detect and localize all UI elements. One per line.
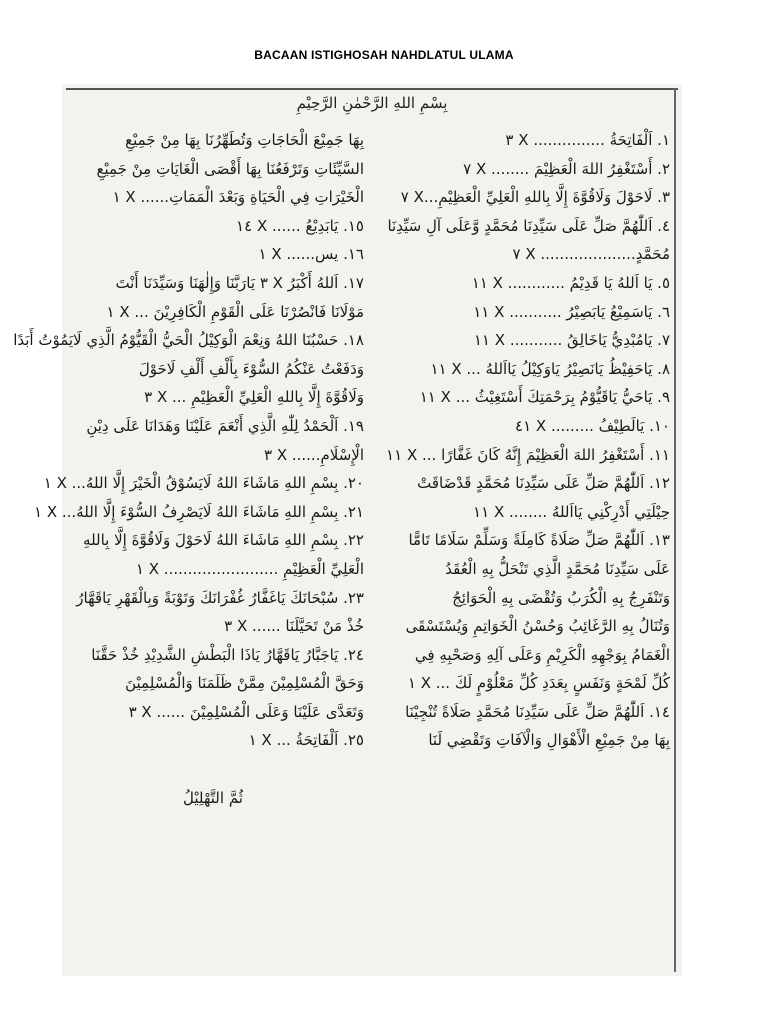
text-line: مَوْلَانَا فَانْصُرْنَا عَلَى الْقَوْمِ الْكَافِرِيْنَ ... X ١ (106, 302, 364, 321)
text-line: ١١. أَسْتَغْفِرُ اللهَ الْعَظِيْمَ إِنَّهُ كَانَ غَفَّارًا ... X ١١ (386, 445, 670, 464)
right-column (370, 126, 670, 755)
text-line: ٧. يَامُبْدِيُّ يَاخَالِقُ ........... X ١١ (473, 331, 670, 350)
text-line: ٢٥. اَلْفَاتِحَةُ ... X ١ (248, 731, 364, 750)
text-line: ١٠. يَالَطِيْفُ ......... X ٤١ (515, 416, 670, 435)
text-line: حِيْلَتِي أَدْرِكْنِي يَااَللهُ ........ X ١١ (473, 502, 670, 521)
text-line: وَحَقَّ الْمُسْلِمِيْنَ مِمَّنْ ظَلَمَنَا وَالْمُسْلِمِيْنَ (125, 674, 364, 693)
text-line: خُذْ مَنْ تَحَيَّلَنَا ...... X ٣ (224, 617, 364, 636)
text-line: الْخَيْرَاتِ فِي الْحَيَاةِ وَبَعْدَ الْمَمَاتِ...... X ١ (112, 188, 364, 207)
scanned-page (13, 84, 682, 976)
text-line: ٦. يَاسَمِيْعُ يَابَصِيْرُ ........... X ١١ (473, 302, 670, 321)
text-line: وَتَنْفَرِجُ بِهِ الْكُرَبُ وَتُقْضَى بِهِ الْحَوَائِجُ (452, 588, 670, 607)
text-line: ٥. يَا اَللهُ يَا قَدِيْمُ ............ X ١١ (471, 273, 670, 292)
text-line: عَلَى سَيِّدِنَا مُحَمَّدٍ الَّذِي تَنْحَلُّ بِهِ الْعُقَدُ (445, 559, 670, 578)
text-line: ٢٢. بِسْمِ اللهِ مَاشَاءَ اللهُ لَاحَوْلَ وَلَاقُوَّةَ إِلَّا بِاللهِ (83, 531, 364, 550)
right-rule (674, 88, 676, 972)
text-line: ٢٣. سُبْحَانَكَ يَاغَفَّارُ غُفْرَانَكَ وَتَوْبَةً وَبِالْقَهْرِ يَاقَهَّارُ (76, 588, 364, 607)
text-line: ١. اَلْفَاتِحَةُ ............... X ٣ (505, 131, 670, 149)
text-line: ١٦. يس...... X ١ (258, 245, 364, 264)
text-line: ١٤. اَللّٰهُمَّ صَلِّ عَلَى سَيِّدِنَا مُحَمَّدٍ صَلَاةً تُنْجِيْنَا (405, 702, 670, 721)
text-line: ٢١. بِسْمِ اللهِ مَاشَاءَ اللهُ لَايَصْرِفُ السُّوْءَ إِلَّا اللهُ... X ١ (33, 502, 364, 521)
text-line: الْغَمَامُ بِوَجْهِهِ الْكَرِيْمِ وَعَلَى آلِهِ وَصَحْبِهِ فِي (414, 645, 670, 664)
text-line: وَتَعَدَّى عَلَيْنَا وَعَلَى الْمُسْلِمِيْنَ ...... X ٣ (128, 702, 364, 721)
text-line: ٢٤. يَاجَبَّارُ يَاقَهَّارُ يَاذَا الْبَطْشِ الشَّدِيْدِ خُذْ حَقَّنَا (91, 645, 364, 664)
text-line (62, 755, 364, 784)
text-line: بِهَا مِنْ جَمِيْعِ الْأَهْوَالِ وَالْآفَاتِ وَتَقْضِي لَنَا (428, 731, 670, 750)
top-rule (66, 88, 678, 90)
text-line: ٤. اَللّٰهُمَّ صَلِّ عَلَى سَيِّدِنَا مُحَمَّدٍ وَّعَلَى آلِ سَيِّدِنَا (387, 216, 670, 235)
text-line: مُحَمَّدٍ.................... X ٧ (512, 245, 670, 264)
text-line: بِهَا جَمِيْعَ الْحَاجَاتِ وَتُطَهِّرُنَا بِهَا مِنْ جَمِيْعِ (125, 131, 364, 149)
basmala-heading: بِسْمِ اللهِ الرَّحْمٰنِ الرَّحِيْمِ (296, 94, 448, 112)
closing-line: ثُمَّ التَّهْلِيْلُ (183, 788, 243, 807)
text-line: ٨. يَاحَفِيْظُ يَانَصِيْرُ يَاوَكِيْلُ يَااَللهُ ... X ١١ (430, 359, 670, 378)
text-line: وَدَفَعْتُ عَنْكُمُ السُّوْءَ بِأَلْفِ أَلْفِ لَاحَوْلَ (138, 359, 364, 378)
text-line: ١٨. حَسْبُنَا اللهُ وَنِعْمَ الْوَكِيْلُ الْحَيُّ الْقَيُّوْمُ الَّذِي لَايَمُوْتُ أَبَدًا (13, 331, 364, 350)
text-line: ١٩. اَلْحَمْدُ لِلّٰهِ الَّذِي أَنْعَمَ عَلَيْنَا وَهَدَانَا عَلَى دِيْنِ (86, 416, 364, 435)
text-line: السَّيِّئَاتِ وَتَرْفَعُنَا بِهَا أَقْصَى الْغَايَاتِ مِنْ جَمِيْعِ (96, 159, 364, 178)
text-line: وَتُنَالُ بِهِ الرَّغَائِبُ وَحُسْنُ الْخَوَاتِمِ وَيُسْتَسْقَى (405, 617, 670, 636)
text-line: ٣. لَاحَوْلَ وَلَاقُوَّةَ إِلَّا بِاللهِ الْعَلِيِّ الْعَظِيْمِ...X ٧ (400, 188, 670, 207)
page-title: BACAAN ISTIGHOSAH NAHDLATUL ULAMA (254, 48, 514, 62)
text-line: ١٥. يَابَدِيْعُ ...... X ١٤ (236, 216, 364, 235)
text-line: الْعَلِيِّ الْعَظِيْمِ ........................ X ١ (135, 559, 364, 578)
text-line: ١٢. اَللّٰهُمَّ صَلِّ عَلَى سَيِّدِنَا مُحَمَّدٍ قَدْضَاقَتْ (417, 474, 670, 493)
text-line: كُلِّ لَمْحَةٍ وَنَفَسٍ بِعَدَدِ كُلِّ مَعْلُوْمٍ لَكَ ... X ١ (407, 674, 670, 693)
text-line: ٩. يَاحَيُّ يَاقَيُّوْمُ بِرَحْمَتِكَ أَسْتَغِيْثُ ... X ١١ (419, 388, 670, 407)
text-line: ٢٠. بِسْمِ اللهِ مَاشَاءَ اللهُ لَايَسُوْقُ الْخَيْرَ إِلَّا اللهُ... X ١ (43, 474, 364, 493)
text-line: ١٣. اَللّٰهُمَّ صَلِّ صَلَاةً كَامِلَةً وَسَلِّمْ سَلَامًا تَامًّا (408, 531, 670, 550)
text-line: الْإِسْلَامِ...... X ٣ (263, 445, 364, 464)
text-line: وَلَاقُوَّةَ إِلَّا بِاللهِ الْعَلِيِّ الْعَظِيْمِ ... X ٣ (144, 388, 364, 407)
left-column (13, 126, 364, 812)
text-line: ٢. أَسْتَغْفِرُ اللهَ الْعَظِيْمَ ........ X ٧ (463, 159, 670, 178)
text-line: ١٧. اَللهُ أَكْبَرُ X ٣ يَارَبَّنَا وَإِلٰهَنَا وَسَيِّدَنَا أَنْتَ (115, 273, 364, 292)
